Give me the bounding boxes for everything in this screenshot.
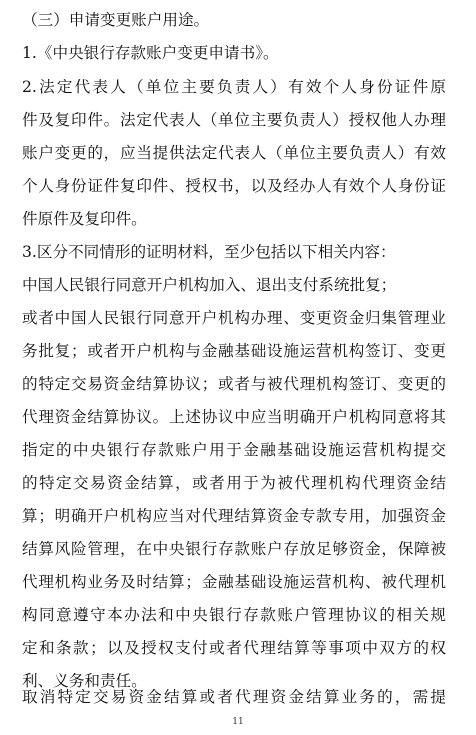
text-line-4: 件及复印件。法定代表人（单位主要负责人）授权他人办理 [22, 111, 446, 129]
text-line-11: 务批复；或者开户机构与金融基础设施运营机构签订、变更 [22, 342, 446, 360]
text-line-3: 2.法定代表人（单位主要负责人）有效个人身份证件原 [22, 78, 446, 96]
text-line-15: 的特定交易资金结算，或者用于为被代理机构代理资金结 [22, 474, 446, 492]
text-line-17: 结算风险管理，在中央银行存款账户存放足够资金，保障被 [22, 540, 446, 558]
text-line-20: 定和条款；以及授权支付或者代理结算等事项中双方的权 [22, 639, 446, 657]
text-line-18: 代理机构业务及时结算；金融基础设施运营机构、被代理机 [22, 573, 446, 591]
page-number: 11 [232, 717, 244, 727]
text-line-6: 个人身份证件复印件、授权书，以及经办人有效个人身份证 [22, 177, 446, 195]
text-line-16: 算；明确开户机构应当对代理结算资金专款专用，加强资金 [22, 507, 446, 525]
text-line-21: 利、义务和责任。 [22, 672, 147, 690]
text-line-12: 的特定交易资金结算协议；或者与被代理机构签订、变更的 [22, 375, 446, 393]
text-line-1: （三）申请变更账户用途。 [22, 11, 210, 29]
text-line-13: 代理资金结算协议。上述协议中应当明确开户机构同意将其 [22, 408, 446, 426]
text-line-8: 3.区分不同情形的证明材料，至少包括以下相关内容： [22, 243, 396, 261]
text-line-22: 取消特定交易资金结算或者代理资金结算业务的，需提 [22, 688, 446, 706]
text-line-14: 指定的中央银行存款账户用于金融基础设施运营机构提交 [22, 441, 446, 459]
text-line-10: 或者中国人民银行同意开户机构办理、变更资金归集管理业 [22, 309, 446, 327]
text-line-5: 账户变更的，应当提供法定代表人（单位主要负责人）有效 [22, 144, 446, 162]
text-line-2: 1.《中央银行存款账户变更申请书》。 [22, 44, 279, 62]
text-line-19: 构同意遵守本办法和中央银行存款账户管理协议的相关规 [22, 606, 446, 624]
text-line-9: 中国人民银行同意开户机构加入、退出支付系统批复； [22, 276, 397, 294]
text-line-7: 件原件及复印件。 [22, 210, 147, 228]
